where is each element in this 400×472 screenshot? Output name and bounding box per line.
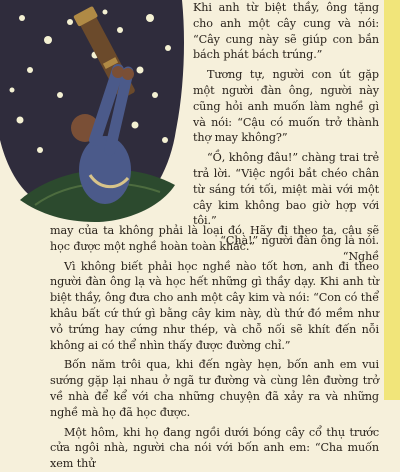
paragraph-tailor-start: “Chà!” người đàn ông la nói. “Nghề [220, 234, 379, 263]
paragraph-youngest-son: Tương tự, người con út gặp một người đàn ông, người này cũng hỏi anh muốn làm nghề gì và nói: “Cậu có muốn trở thành thợ may không?” [193, 68, 379, 145]
paragraph-father-speaks: Một hôm, khi họ đang ngồi dưới bóng cây cổ thụ trước cửa ngôi nhà, người cha nói với bốn anh em: “Cha muốn xem thử [50, 425, 379, 471]
yellow-page-edge [384, 0, 400, 400]
paragraph-farewell-bow: Khi anh từ biệt thầy, ông tặng cho anh một cây cung và nói: “Cây cung này sẽ giúp con bắn bách phát bách trúng.” [193, 1, 379, 62]
paragraph-magic-needle: Vì không biết phải học nghề nào tốt hơn, anh đi theo người đàn ông lạ và học hết những gì thầy dạy. Khi anh từ biệt thầy, ông đưa cho anh một cây kim và nói: “Con có thể khâu bất cứ thứ gì bằng cây kim này, dù thứ đó mềm như vỏ trứng hay cứng như thép, và chỗ nối sẽ khít đến nỗi không ai có thể nhìn thấy được đường chỉ.” [50, 259, 379, 352]
paragraph-four-years: Bốn năm trôi qua, khi đến ngày hẹn, bốn anh em vui sướng gặp lại nhau ở ngã tư đường và cùng lên đường trở về nhà để kể với cha những chuyện đã xảy ra và những nghề mà họ đã học được. [50, 358, 379, 419]
full-width-text [50, 223, 379, 472]
paragraph-young-man-reply: “Ồ, không đâu!” chàng trai trẻ trả lời. “Việc ngồi bắt chéo chân từ sáng tới tối, miệt mài với một cây kim không bao giờ hợp với tôi.” [193, 151, 379, 228]
telescope-star-picture [0, 0, 190, 224]
paragraph-tailor-continue: may của ta không phải là loại đó. Hãy đi theo ta, cậu sẽ học được một nghề hoàn toàn khác.” [50, 224, 379, 253]
illustration-man-telescope [0, 0, 190, 224]
